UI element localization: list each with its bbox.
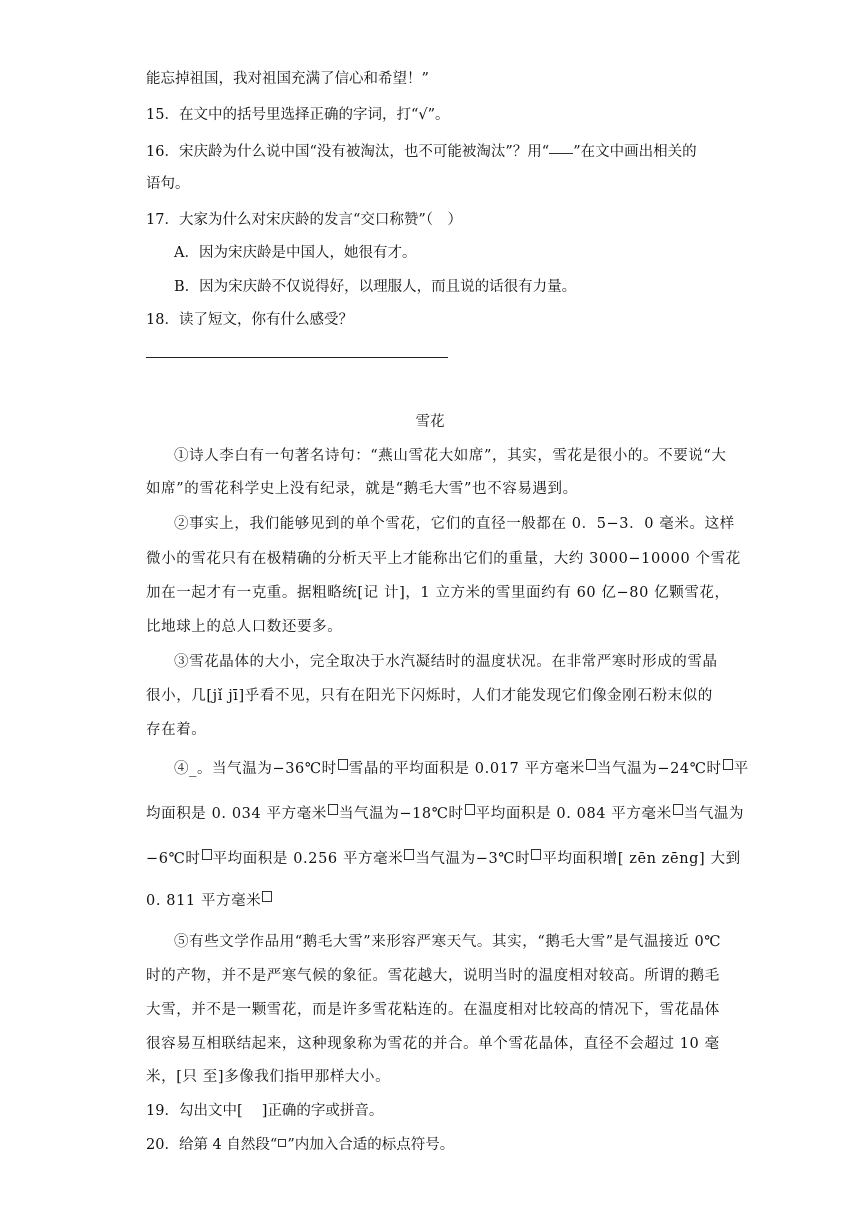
- paragraph-5-line-2: 时的产物，并不是严寒气候的象征。雪花越大，说明当时的温度相对较高。所谓的鹅毛: [146, 968, 720, 984]
- paragraph-1-line-2: 如席”的雪花科学史上没有纪录，就是“鹅毛大雪”也不容易遇到。: [146, 481, 578, 497]
- paragraph-5-line-5: 米，[只 至]多像我们指甲那样大小。: [146, 1069, 391, 1085]
- paragraph-3-line-3: 存在着。: [146, 722, 207, 738]
- paragraph-5-line-3: 大雪，并不是一颗雪花，而是许多雪花粘连的。在温度相对比较高的情况下，雪花晶体: [146, 1002, 720, 1018]
- blank-box: [202, 849, 212, 860]
- question-19: 19．勾出文中[ ]正确的字或拼音。: [146, 1103, 384, 1119]
- question-20-text-a: 20．给第 4 自然段“: [146, 1137, 278, 1153]
- blank-box: [338, 759, 348, 770]
- paragraph-4-line-1: [174, 759, 749, 779]
- paragraph-4-line-2: [146, 804, 744, 824]
- blank-box: [673, 804, 683, 815]
- article-title: 雪花: [415, 414, 445, 430]
- question-17-option-b: B．因为宋庆龄不仅说得好，以理服人，而且说的话很有力量。: [174, 279, 577, 295]
- paragraph-1-line-1: ①诗人李白有一句著名诗句：“燕山雪花大如席”，其实，雪花是很小的。不要说“大: [174, 448, 727, 464]
- paragraph-4-line-4: [146, 891, 273, 911]
- question-20-text-b: ”内加入合适的标点符号。: [287, 1137, 455, 1153]
- p4-segment: 均面积是 0. 034 平方毫米: [146, 806, 327, 822]
- question-16-line1: [146, 141, 697, 162]
- p4-segment: ④_。当气温为−36℃时: [174, 761, 337, 777]
- paragraph-5-line-1: ⑤有些文学作品用“鹅毛大雪”来形容严寒天气。其实，“鹅毛大雪”是气温接近 0℃: [174, 934, 722, 950]
- p4-segment: 平均面积增[ zēn zēng] 大到: [542, 851, 741, 867]
- answer-line: [146, 357, 448, 358]
- small-box-symbol: [278, 1139, 286, 1147]
- p4-segment: 当气温为: [683, 806, 745, 822]
- paragraph-2-line-4: 比地球上的总人口数还要多。: [146, 619, 343, 635]
- blank-box: [531, 849, 541, 860]
- p4-segment: −6℃时: [146, 851, 201, 867]
- p4-segment: 当气温为−18℃时: [338, 806, 464, 822]
- underline-mark: [549, 141, 573, 154]
- question-16-text-b: ”在文中画出相关的: [573, 144, 697, 160]
- paragraph-3-line-2: 很小，几[jǐ jī]乎看不见，只有在阳光下闪烁时，人们才能发现它们像金刚石粉末似的: [146, 688, 713, 704]
- question-20: [146, 1135, 454, 1155]
- continuation-line: 能忘掉祖国，我对祖国充满了信心和希望！”: [146, 71, 429, 87]
- question-15: 15．在文中的括号里选择正确的字词，打“√”。: [146, 107, 450, 123]
- question-16-line2: 语句。: [146, 176, 190, 192]
- paragraph-2-line-2: 微小的雪花只有在极精确的分析天平上才能称出它们的重量，大约 3000−10000 个雪花: [146, 551, 741, 567]
- paragraph-3-line-1: ③雪花晶体的大小，完全取决于水汽凝结时的温度状况。在非常严寒时形成的雪晶: [174, 654, 718, 670]
- p4-segment: 当气温为−3℃时: [415, 851, 531, 867]
- p4-segment: 平均面积是 0. 084 平方毫米: [475, 806, 672, 822]
- paragraph-2-line-1: ②事实上，我们能够见到的单个雪花，它们的直径一般都在 0．5−3．0 毫米。这样: [174, 516, 735, 532]
- p4-segment: 0. 811 平方毫米: [146, 893, 262, 909]
- blank-box: [586, 759, 596, 770]
- p4-segment: 当气温为−24℃时: [596, 761, 722, 777]
- question-17-option-a: A．因为宋庆龄是中国人，她很有才。: [174, 245, 417, 261]
- blank-box: [262, 891, 272, 902]
- paragraph-5-line-4: 很容易互相联结起来，这种现象称为雪花的并合。单个雪花晶体，直径不会超过 10 毫: [146, 1036, 720, 1052]
- blank-box: [465, 804, 475, 815]
- paragraph-2-line-3: 加在一起才有一克重。据粗略统[记 计]，1 立方米的雪里面约有 60 亿−80 亿颗雪花，: [146, 585, 730, 601]
- p4-segment: 雪晶的平均面积是 0.017 平方毫米: [348, 761, 585, 777]
- blank-box: [723, 759, 733, 770]
- p4-segment: 平均面积是 0.256 平方毫米: [212, 851, 404, 867]
- question-18: 18．读了短文，你有什么感受？: [146, 312, 353, 328]
- blank-box: [404, 849, 414, 860]
- question-17: 17．大家为什么对宋庆龄的发言“交口称赞”（ ）: [146, 212, 463, 228]
- p4-segment: 平: [733, 761, 749, 777]
- question-16-text-a: 16．宋庆龄为什么说中国“没有被淘汰，也不可能被淘汰”？用“: [146, 144, 550, 160]
- paragraph-4-line-3: [146, 849, 741, 869]
- blank-box: [328, 804, 338, 815]
